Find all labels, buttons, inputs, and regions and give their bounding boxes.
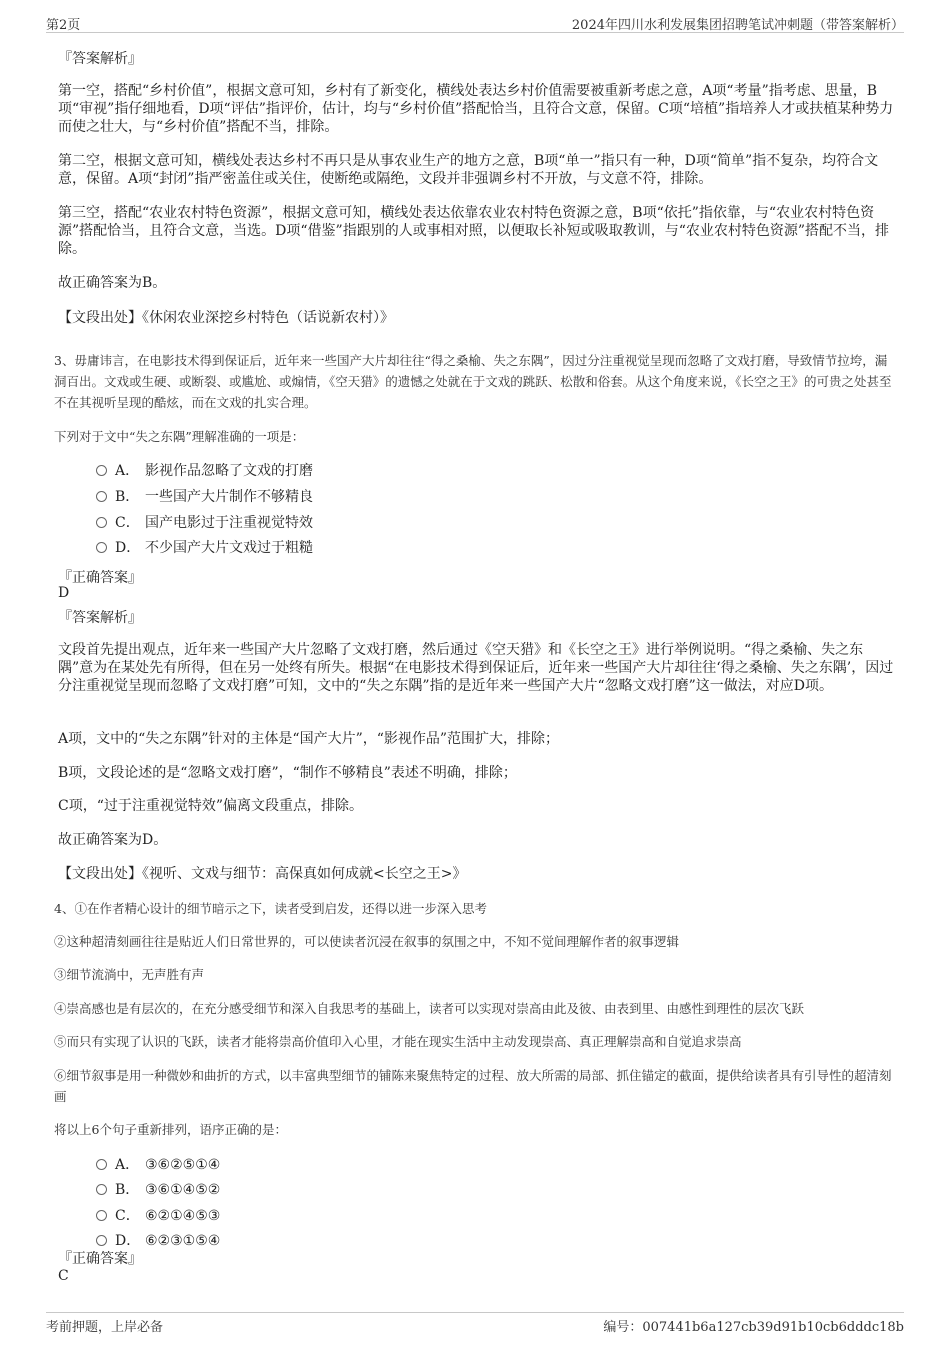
radio-icon[interactable] — [96, 517, 107, 528]
q3-stem: 3、毋庸讳言，在电影技术得到保证后，近年来一些国产大片却往往“得之桑榆、失之东隅”，因过分注重视觉呈现而忽略了文戏打磨，导致情节拉垮，漏洞百出。文戏或生硬、或断裂、或尴尬、或煽情，《空天猎》的遗憾之处就在于文戏的跳跃、松散和俗套。从这个角度来说，《长空之王》的可贵之处甚至不在其视听呈现的酷炫，而在文戏的扎实合理。 — [54, 353, 892, 410]
option-text: ③⑥①④⑤② — [145, 1182, 221, 1198]
q4-sentence-2: ②这种超清刻画往往是贴近人们日常世界的，可以使读者沉浸在叙事的氛围之中，不知不觉间理解作者的叙事逻辑 — [54, 934, 680, 949]
q2-analysis-paragraph-2: 第二空，根据文意可知，横线处表达乡村不再只是从事农业生产的地方之意，B项“单一”指只有一种，D项“简单”指不复杂，均符合文意，保留。A项“封闭”指严密盖住或关住，使断绝或隔绝，文段并非强调乡村不开放，与文意不符，排除。 — [58, 153, 879, 187]
page-header — [46, 12, 904, 33]
q4-sentence-6: ⑥细节叙事是用一种微妙和曲折的方式，以丰富典型细节的铺陈来聚焦特定的过程、放大所需的局部、抓住锚定的截面，提供给读者具有引导性的超清刻画 — [54, 1068, 892, 1104]
option-text: 一些国产大片制作不够精良 — [145, 489, 313, 505]
option-letter: C． — [115, 515, 140, 531]
q3-option-d[interactable] — [96, 538, 313, 558]
q3-analysis-paragraph-2: A项，文中的“失之东隅”针对的主体是“国产大片”，“影视作品”范围扩大，排除； — [58, 731, 560, 747]
q2-source: 【文段出处】《休闲农业深挖乡村特色（话说新农村）》 — [58, 310, 394, 326]
option-letter: B． — [115, 1182, 140, 1198]
q2-conclusion: 故正确答案为B。 — [58, 275, 167, 291]
q4-option-a[interactable] — [96, 1155, 220, 1175]
q4-sentence-4: ④崇高感也是有层次的，在充分感受细节和深入自我思考的基础上，读者可以实现对崇高由此及彼、由表到里、由感性到理性的层次飞跃 — [54, 1001, 805, 1016]
option-text: ③⑥②⑤①④ — [145, 1157, 221, 1173]
q4-prompt: 将以上6个句子重新排列，语序正确的是： — [54, 1122, 287, 1137]
q3-analysis-paragraph-1: 文段首先提出观点，近年来一些国产大片忽略了文戏打磨，然后通过《空天猎》和《长空之王》进行举例说明。“得之桑榆、失之东隅”意为在某处先有所得，但在另一处终有所失。根据“在电影技术得到保证后，近年来一些国产大片却往往‘得之桑榆、失之东隅’，因过分注重视觉呈现而忽略了文戏打磨”可知，文中的“失之东隅”指的是近年来一些国产大片“忽略文戏打磨”这一做法，对应D项。 — [58, 642, 894, 694]
q3-analysis-paragraph-4: C项，“过于注重视觉特效”偏离文段重点，排除。 — [58, 798, 364, 814]
option-text: 国产电影过于注重视觉特效 — [145, 515, 313, 531]
q2-analysis-label: 『答案解析』 — [58, 51, 142, 67]
document-code: 编号：007441b6a127cb39d91b10cb6dddc18b — [603, 1320, 904, 1335]
q3-correct-label: 『正确答案』 — [58, 570, 142, 586]
radio-icon[interactable] — [96, 1159, 107, 1170]
option-letter: D． — [115, 1233, 141, 1249]
option-letter: B． — [115, 489, 140, 505]
q4-option-b[interactable] — [96, 1180, 220, 1200]
document-title: 2024年四川水利发展集团招聘笔试冲刺题（带答案解析） — [571, 18, 904, 33]
option-text: ⑥②③①⑤④ — [145, 1233, 221, 1249]
q4-correct-answer: C — [58, 1268, 69, 1284]
radio-icon[interactable] — [96, 542, 107, 553]
q3-option-a[interactable] — [96, 461, 313, 481]
option-letter: A． — [115, 463, 140, 479]
q3-option-c[interactable] — [96, 513, 313, 533]
option-letter: C． — [115, 1208, 140, 1224]
q4-sentence-5: ⑤而只有实现了认识的飞跃，读者才能将崇高价值印入心里，才能在现实生活中主动发现崇高、真正理解崇高和自觉追求崇高 — [54, 1034, 742, 1049]
radio-icon[interactable] — [96, 465, 107, 476]
q3-analysis-paragraph-3: B项，文段论述的是“忽略文戏打磨”，“制作不够精良”表述不明确，排除； — [58, 765, 517, 781]
q3-source: 【文段出处】《视听、文戏与细节：高保真如何成就<长空之王>》 — [58, 866, 467, 882]
q2-analysis-paragraph-1: 第一空，搭配“乡村价值”，根据文意可知，乡村有了新变化，横线处表达乡村价值需要被重新考虑之意，A项“考量”指考虑、思量，B项“审视”指仔细地看，D项“评估”指评价，估计，均与“乡村价值”搭配恰当，且符合文意，保留。C项“培植”指培养人才或扶植某种势力而使之壮大，与“乡村价值”搭配不当，排除。 — [58, 83, 894, 135]
q4-option-c[interactable] — [96, 1206, 220, 1226]
footer-slogan: 考前押题，上岸必备 — [46, 1320, 164, 1335]
option-letter: D． — [115, 540, 141, 556]
radio-icon[interactable] — [96, 1184, 107, 1195]
option-text: 影视作品忽略了文戏的打磨 — [145, 463, 313, 479]
option-text: 不少国产大片文戏过于粗糙 — [145, 540, 313, 556]
q3-conclusion: 故正确答案为D。 — [58, 832, 168, 848]
radio-icon[interactable] — [96, 491, 107, 502]
q3-prompt: 下列对于文中“失之东隅”理解准确的一项是： — [54, 429, 305, 444]
q3-correct-answer: D — [58, 585, 70, 601]
radio-icon[interactable] — [96, 1210, 107, 1221]
q3-analysis-label: 『答案解析』 — [58, 610, 142, 626]
q4-correct-label: 『正确答案』 — [58, 1251, 142, 1267]
page-footer — [46, 1312, 904, 1337]
q3-option-b[interactable] — [96, 487, 313, 507]
option-letter: A． — [115, 1157, 140, 1173]
option-text: ⑥②①④⑤③ — [145, 1208, 221, 1224]
q4-sentence-3: ③细节流淌中，无声胜有声 — [54, 967, 205, 982]
page-number: 第2页 — [46, 18, 81, 33]
q2-analysis-paragraph-3: 第三空，搭配“农业农村特色资源”，根据文意可知，横线处表达依靠农业农村特色资源之意，B项“依托”指依靠，与“农业农村特色资源”搭配恰当，且符合文意，当选。D项“借鉴”指跟别的人或事相对照，以便取长补短或吸取教训，与“农业农村特色资源”搭配不当，排除。 — [58, 205, 890, 257]
q4-sentence-1: 4、①在作者精心设计的细节暗示之下，读者受到启发，还得以进一步深入思考 — [54, 901, 487, 916]
radio-icon[interactable] — [96, 1235, 107, 1246]
